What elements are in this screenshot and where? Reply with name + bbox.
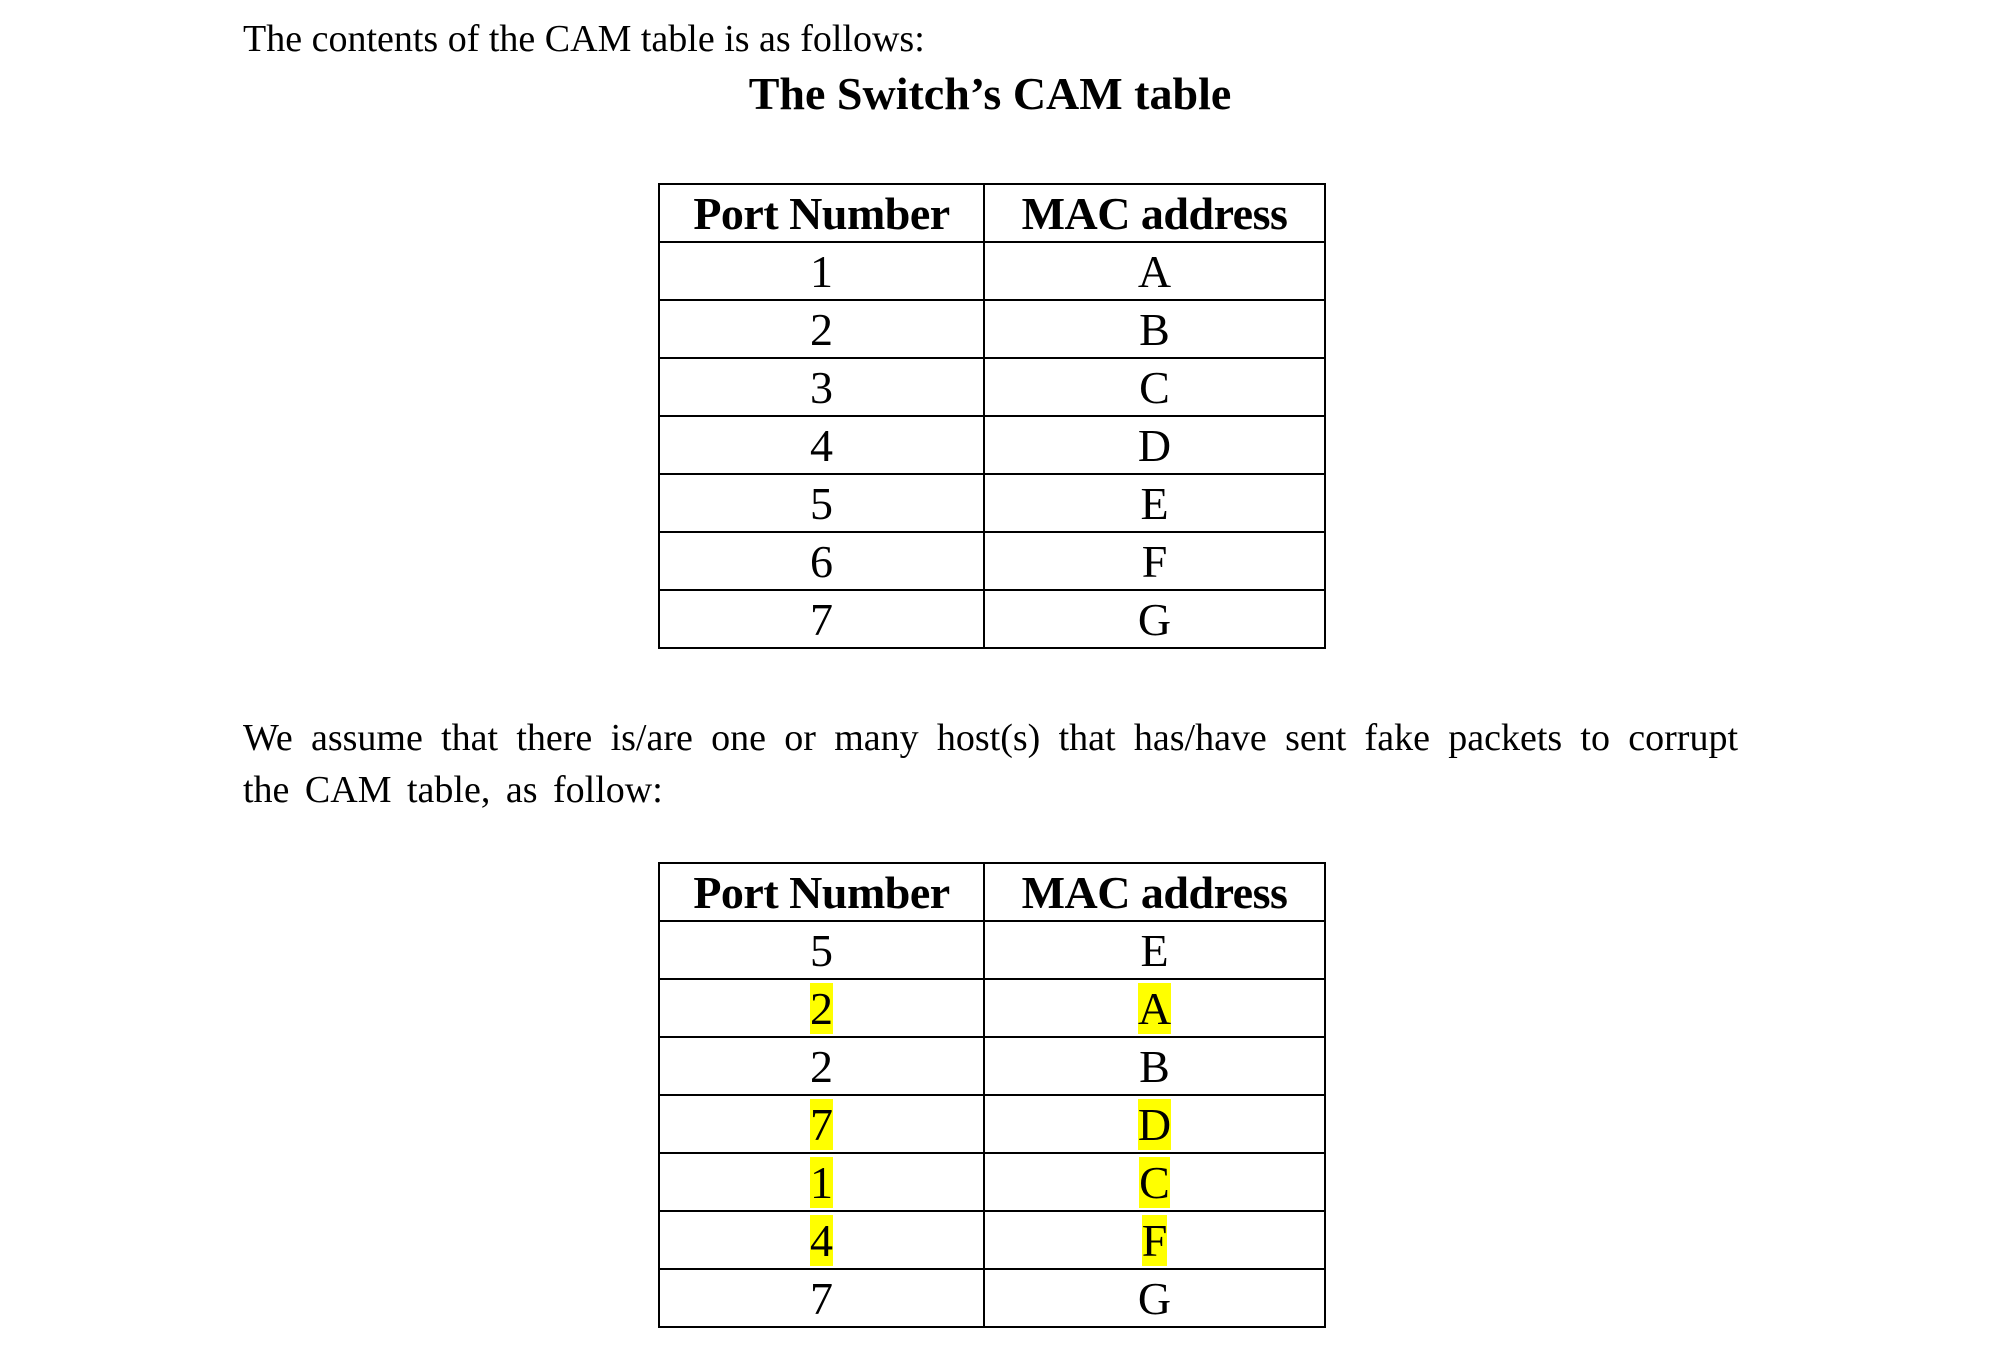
table-row — [659, 1153, 1325, 1211]
table-row — [659, 1037, 1325, 1095]
port-cell — [659, 532, 984, 590]
port-value: 2 — [810, 1040, 833, 1092]
port-value: 5 — [810, 477, 833, 529]
mac-value: B — [1139, 303, 1170, 355]
mac-cell — [984, 921, 1325, 979]
mac-address-header: MAC address — [984, 863, 1325, 921]
cam-table-corrupted — [658, 862, 1326, 1328]
mac-cell — [984, 242, 1325, 300]
port-cell — [659, 300, 984, 358]
table-row — [659, 1095, 1325, 1153]
port-value: 5 — [810, 924, 833, 976]
mac-cell — [984, 1269, 1325, 1327]
mac-value: E — [1140, 477, 1169, 529]
table-row — [659, 590, 1325, 648]
port-cell — [659, 358, 984, 416]
port-value: 2 — [810, 303, 833, 355]
port-cell — [659, 1269, 984, 1327]
port-value: 7 — [810, 1272, 833, 1324]
mac-cell — [984, 1095, 1325, 1153]
port-cell — [659, 1153, 984, 1211]
mac-value: B — [1139, 1040, 1170, 1092]
port-value: 6 — [810, 535, 833, 587]
mac-value: E — [1140, 924, 1169, 976]
mac-value: C — [1139, 361, 1170, 413]
intro-text: The contents of the CAM table is as follows: — [243, 18, 925, 60]
mac-cell — [984, 532, 1325, 590]
port-value: 4 — [810, 1214, 833, 1266]
table-row — [659, 1211, 1325, 1269]
port-cell — [659, 979, 984, 1037]
port-cell — [659, 1095, 984, 1153]
port-value: 1 — [810, 245, 833, 297]
mac-value: G — [1137, 593, 1172, 645]
mac-value: G — [1137, 1272, 1172, 1324]
mac-value: A — [1137, 982, 1172, 1034]
table-header-row — [659, 184, 1325, 242]
table-row — [659, 358, 1325, 416]
table-row — [659, 474, 1325, 532]
port-value: 7 — [810, 593, 833, 645]
port-cell — [659, 1037, 984, 1095]
port-value: 4 — [810, 419, 833, 471]
port-cell — [659, 416, 984, 474]
port-cell — [659, 474, 984, 532]
mac-cell — [984, 1037, 1325, 1095]
mac-value: A — [1137, 245, 1172, 297]
corruption-paragraph: We assume that there is/are one or many host(s) that has/have sent fake packets to corrupt the CAM table, as follow: — [243, 717, 1738, 811]
mac-cell — [984, 1153, 1325, 1211]
mac-cell — [984, 474, 1325, 532]
port-value: 1 — [810, 1156, 833, 1208]
mac-cell — [984, 300, 1325, 358]
mac-value: D — [1137, 1098, 1172, 1150]
mac-address-header: MAC address — [984, 184, 1325, 242]
port-cell — [659, 1211, 984, 1269]
table-title: The Switch’s CAM table — [748, 68, 1232, 119]
port-cell — [659, 921, 984, 979]
mac-cell — [984, 358, 1325, 416]
table-row — [659, 416, 1325, 474]
mac-value: F — [1141, 1214, 1168, 1266]
table-row — [659, 921, 1325, 979]
port-cell — [659, 242, 984, 300]
port-number-header: Port Number — [659, 184, 984, 242]
port-value: 2 — [810, 982, 833, 1034]
table-row — [659, 242, 1325, 300]
table-row — [659, 979, 1325, 1037]
mac-value: C — [1139, 1156, 1170, 1208]
mac-value: D — [1137, 419, 1172, 471]
port-number-header: Port Number — [659, 863, 984, 921]
table-header-row — [659, 863, 1325, 921]
mac-cell — [984, 979, 1325, 1037]
port-value: 7 — [810, 1098, 833, 1150]
cam-table-original — [658, 183, 1326, 649]
mac-cell — [984, 416, 1325, 474]
mac-cell — [984, 590, 1325, 648]
table-row — [659, 532, 1325, 590]
mac-value: F — [1141, 535, 1168, 587]
port-value: 3 — [810, 361, 833, 413]
mac-cell — [984, 1211, 1325, 1269]
table-row — [659, 300, 1325, 358]
port-cell — [659, 590, 984, 648]
table-row — [659, 1269, 1325, 1327]
